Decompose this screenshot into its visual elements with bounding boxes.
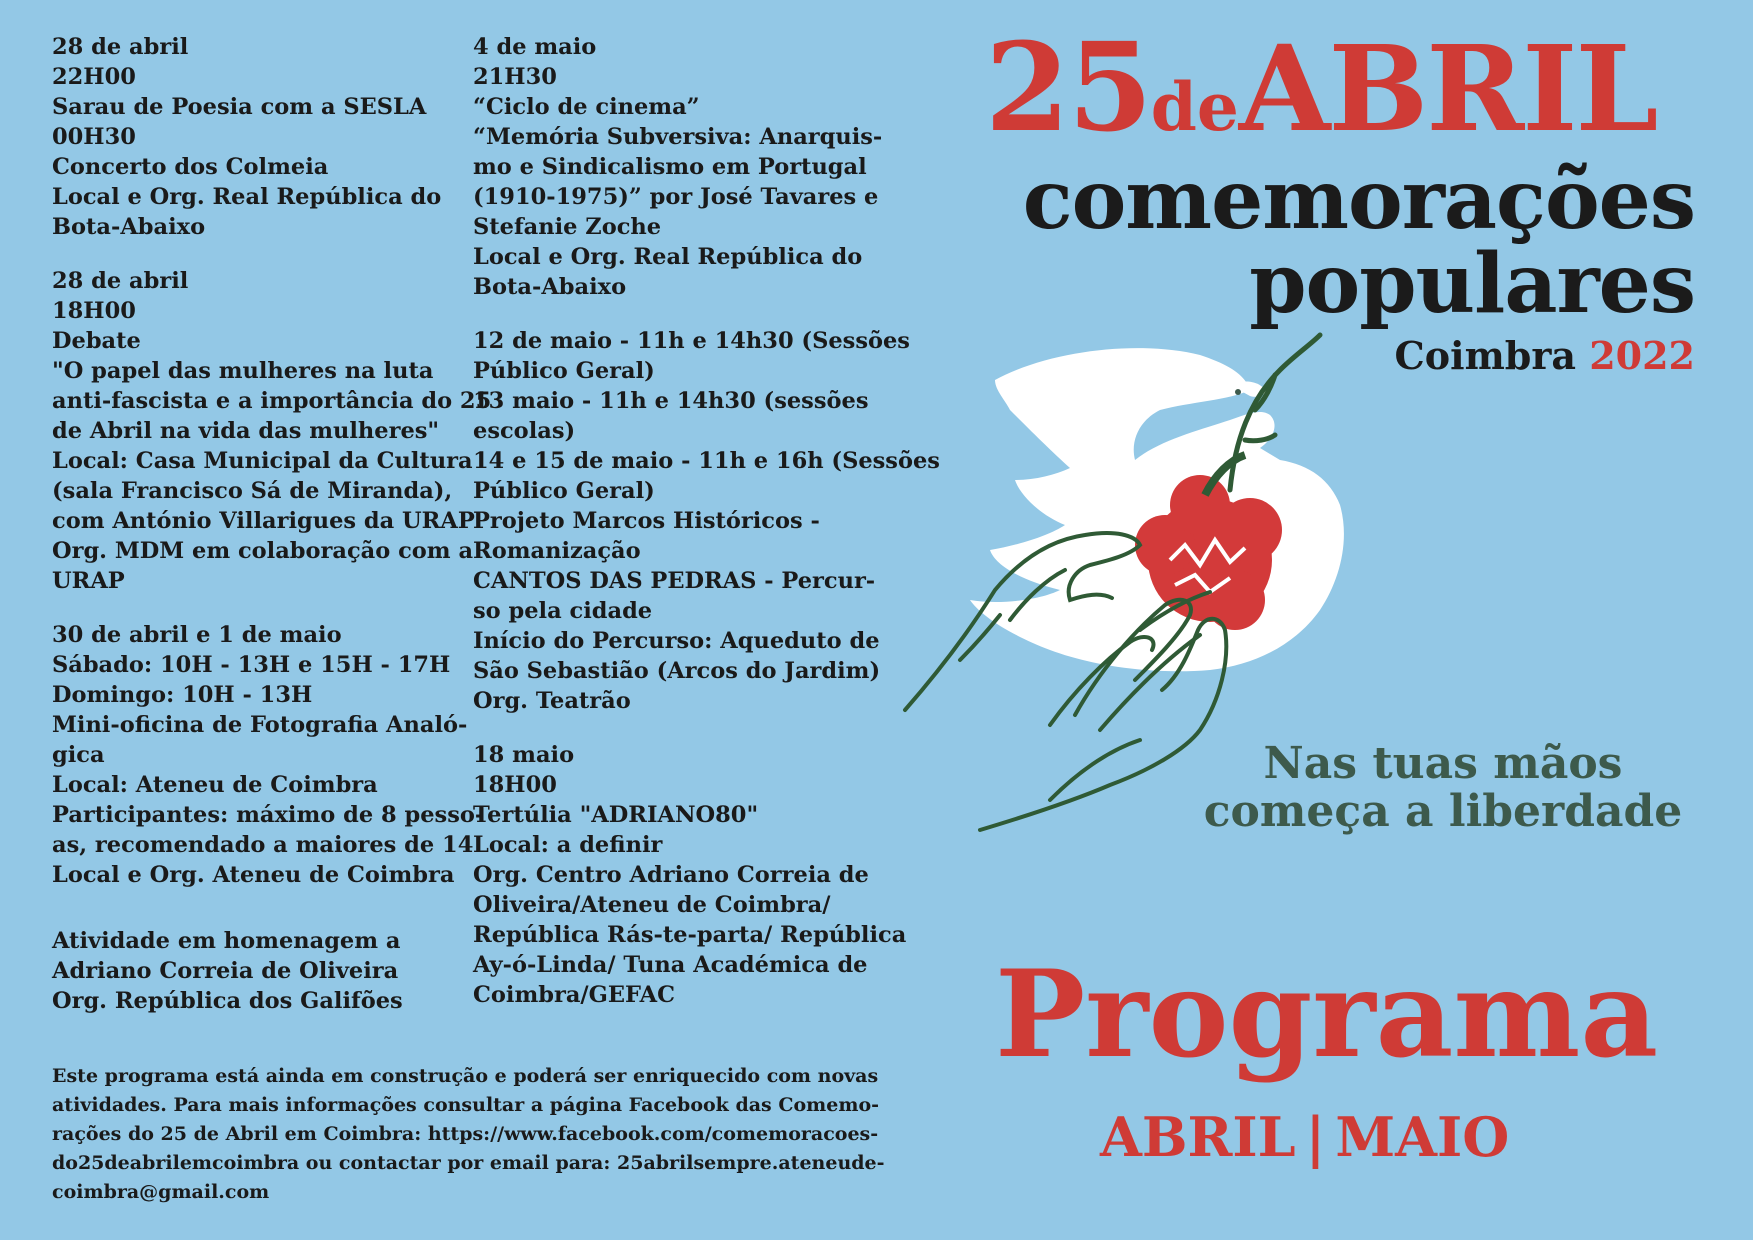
event-block [52,620,485,890]
event-line: Projeto Marcos Históricos - [473,508,820,534]
event-line: República Rás-te-parta/ República [473,922,907,948]
city-year [1395,334,1695,378]
event-line: (1910-1975)” por José Tavares e [473,184,879,210]
event-line: 4 de maio [473,34,597,60]
footer-note [52,1062,885,1207]
months [1100,1105,1509,1169]
footer-line: atividades. Para mais informações consultar a página Facebook das Comemo- [52,1094,880,1116]
poster-title [985,15,1657,172]
event-line: "O papel das mulheres na luta [52,358,434,384]
event-line: CANTOS DAS PEDRAS - Percur- [473,568,876,594]
event-line: Adriano Correia de Oliveira [52,958,399,984]
event-line: “Memória Subversiva: Anarquis- [473,124,883,150]
left-column [52,32,492,1040]
footer-line: do25deabrilemcoimbra ou contactar por email para: 25abrilsempre.ateneude- [52,1152,885,1174]
city: Coimbra [1394,333,1576,378]
footer-line: coimbra@gmail.com [52,1181,270,1203]
event-line: 21H30 [473,64,557,90]
slogan [1183,740,1703,836]
event-line: Concerto dos Colmeia [52,154,329,180]
title-de: de [1150,68,1239,146]
event-line: Coimbra/GEFAC [473,982,676,1008]
year: 2022 [1589,333,1695,378]
event-line: escolas) [473,418,576,444]
event-line: Org. República dos Galifões [52,988,403,1014]
event-line: Local: Ateneu de Coimbra [52,772,378,798]
footer-line: Este programa está ainda em construção e poderá ser enriquecido com novas [52,1065,879,1087]
event-line: Local e Org. Real República do [52,184,442,210]
event-block [473,32,883,302]
month-separator: | [1305,1105,1326,1169]
event-line: 12 de maio - 11h e 14h30 (Sessões [473,328,910,354]
event-line: Debate [52,328,141,354]
event-line: anti-fascista e a importância do 25 [52,388,492,414]
event-block [52,32,452,242]
event-line: URAP [52,568,125,594]
event-line: 30 de abril e 1 de maio [52,622,342,648]
event-line: 13 maio - 11h e 14h30 (sessões [473,388,869,414]
event-line: Stefanie Zoche [473,214,662,240]
event-line: 22H00 [52,64,136,90]
event-line: 18H00 [473,772,557,798]
event-block [52,926,452,1016]
event-line: Bota-Abaixo [52,214,206,240]
subtitle-line-2: populares [1249,236,1695,332]
event-block [473,326,940,716]
programa-heading: Programa [995,944,1659,1085]
event-line: Tertúlia "ADRIANO80" [473,802,759,828]
event-line: Ay-ó-Linda/ Tuna Académica de [473,952,868,978]
event-line: Início do Percurso: Aqueduto de [473,628,880,654]
event-line: Sarau de Poesia com a SESLA [52,94,427,120]
event-line: Atividade em homenagem a [52,928,401,954]
event-line: Local e Org. Ateneu de Coimbra [52,862,455,888]
slogan-line-1: Nas tuas mãos [1263,738,1623,789]
event-line: Local: a definir [473,832,663,858]
event-line: Sábado: 10H - 13H e 15H - 17H [52,652,451,678]
event-line: Org. Teatrão [473,688,631,714]
event-block [473,740,907,1010]
event-line: 18H00 [52,298,136,324]
dove-icon [970,348,1344,671]
event-line: de Abril na vida das mulheres" [52,418,440,444]
event-line: Local e Org. Real República do [473,244,863,270]
event-line: 00H30 [52,124,136,150]
month-maio: MAIO [1335,1105,1510,1169]
event-line: 28 de abril [52,268,189,294]
footer-line: rações do 25 de Abril em Coimbra: https://www.facebook.com/comemoracoes- [52,1123,879,1145]
event-line: 14 e 15 de maio - 11h e 16h (Sessões [473,448,940,474]
event-line: so pela cidade [473,598,653,624]
event-line: as, recomendado a maiores de 14 [52,832,474,858]
event-block [52,266,492,596]
event-line: Domingo: 10H - 13H [52,682,313,708]
event-line: Mini-oficina de Fotografia Analó- [52,712,468,738]
event-line: Público Geral) [473,478,655,504]
event-line: Romanização [473,538,641,564]
event-line: Participantes: máximo de 8 pesso- [52,802,485,828]
event-line: São Sebastião (Arcos do Jardim) [473,658,881,684]
event-line: “Ciclo de cinema” [473,94,700,120]
event-line: Oliveira/Ateneu de Coimbra/ [473,892,831,918]
middle-column [473,32,940,1034]
event-line: Bota-Abaixo [473,274,627,300]
event-line: com António Villarigues da URAP [52,508,475,534]
event-line: mo e Sindicalismo em Portugal [473,154,867,180]
event-line: Org. MDM em colaboração com a [52,538,474,564]
month-abril: ABRIL [1100,1105,1296,1169]
slogan-line-2: começa a liberdade [1203,786,1683,837]
title-abril: ABRIL [1238,19,1657,158]
event-line: gica [52,742,105,768]
title-number: 25 [985,15,1151,159]
subtitle-line-1: comemorações [1022,152,1695,248]
event-line: Org. Centro Adriano Correia de [473,862,869,888]
event-line: (sala Francisco Sá de Miranda), [52,478,453,504]
event-line: Local: Casa Municipal da Cultura [52,448,473,474]
event-line: Público Geral) [473,358,655,384]
event-line: 28 de abril [52,34,189,60]
event-line: 18 maio [473,742,575,768]
